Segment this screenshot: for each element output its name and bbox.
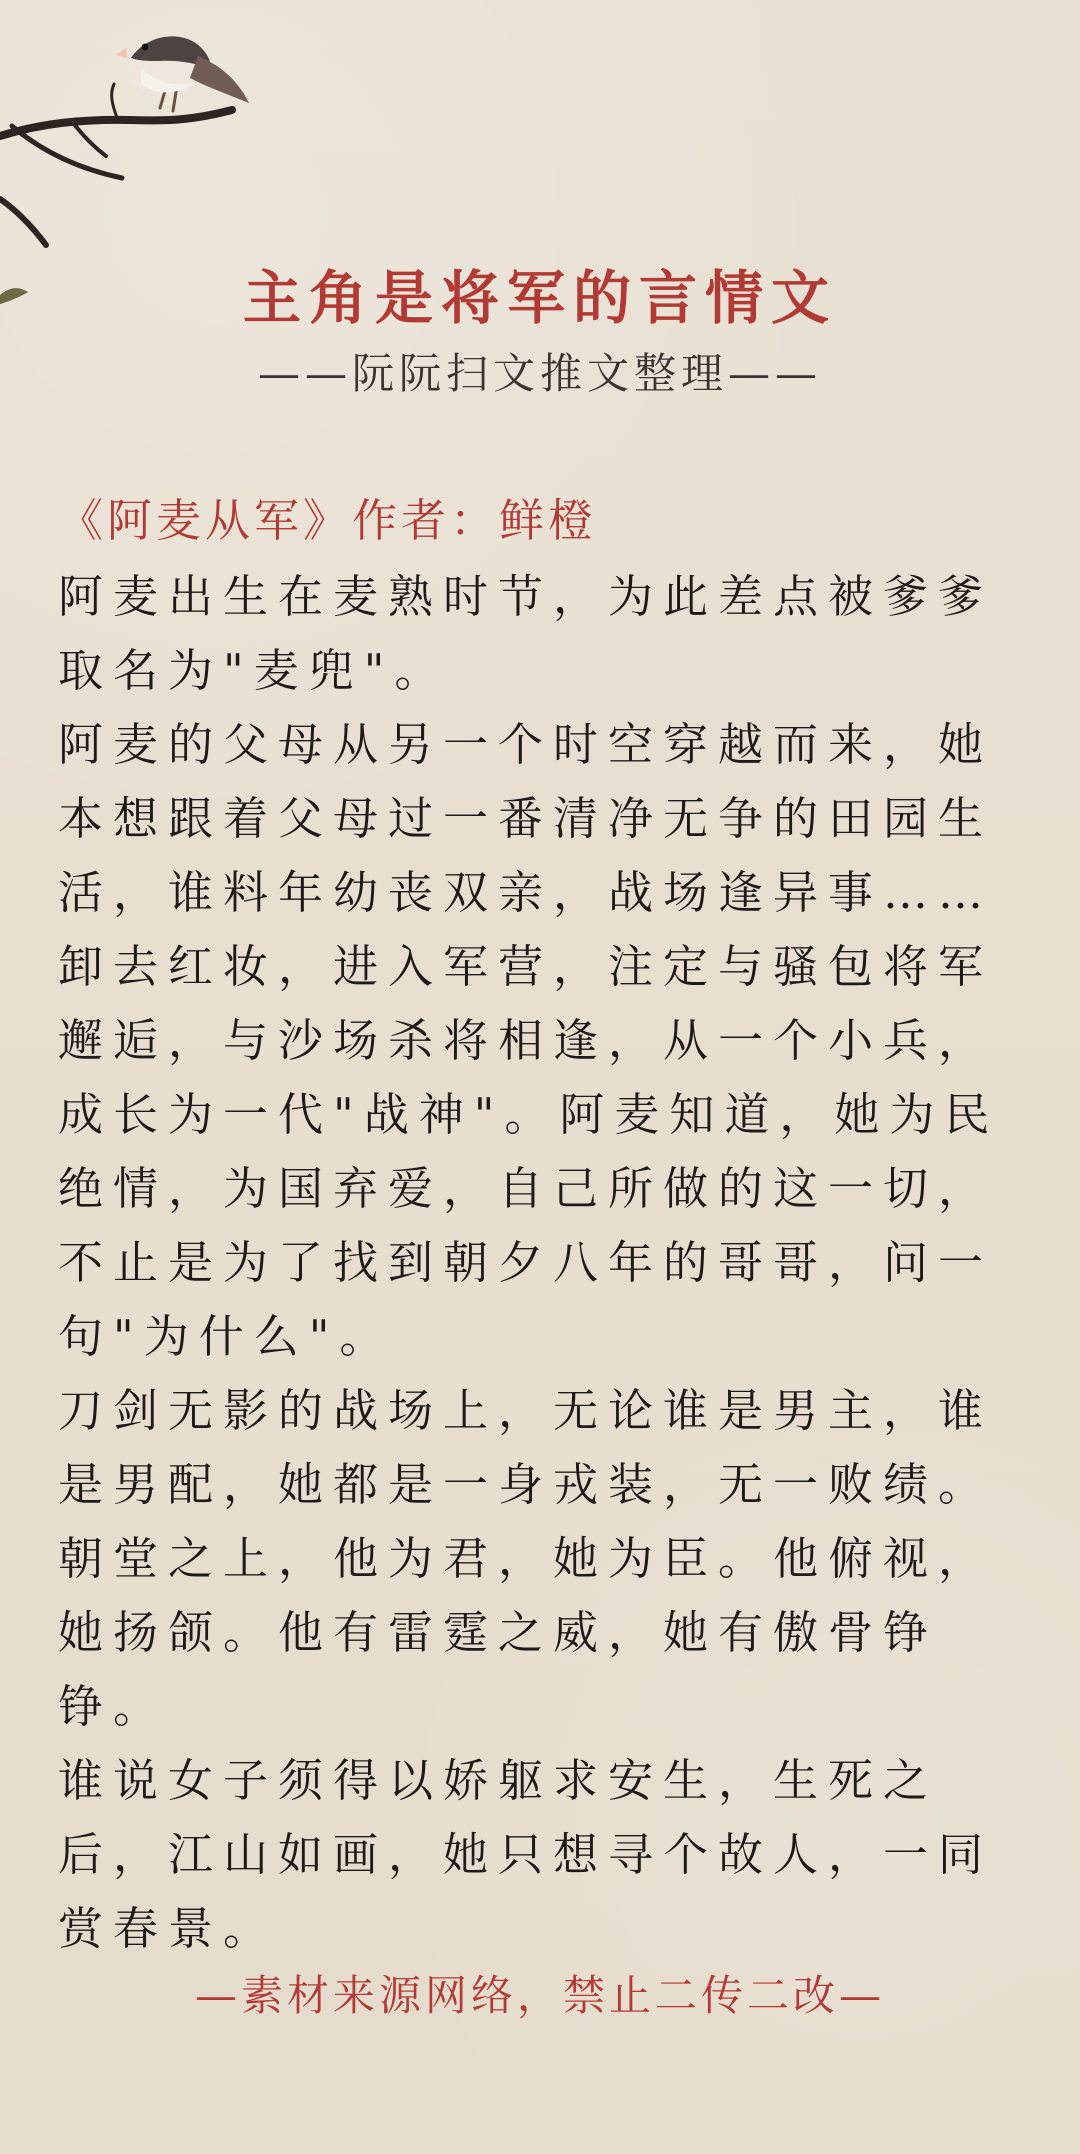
body-line: 阿麦出生在麦熟时节，为此差点被爹爹: [58, 570, 994, 623]
body-line: 不止是为了找到朝夕八年的哥哥，问一: [58, 1236, 994, 1289]
body-line: 谁说女子须得以娇躯求安生，生死之: [58, 1754, 939, 1807]
footer-note: —素材来源网络，禁止二传二改—: [194, 1971, 885, 2020]
body-line: 取名为"麦兜"。: [58, 644, 450, 697]
article-body: [58, 560, 1018, 1966]
body-line: 邂逅，与沙场杀将相逢，从一个小兵，: [58, 1014, 994, 1067]
book-heading: 《阿麦从军》作者：鲜橙: [58, 494, 598, 547]
body-line: 刀剑无影的战场上，无论谁是男主，谁: [58, 1384, 994, 1437]
page-title: 主角是将军的言情文: [242, 264, 837, 332]
body-line: 是男配，她都是一身戎装，无一败绩。: [58, 1458, 994, 1511]
body-line: 铮。: [58, 1680, 169, 1733]
body-line: 阿麦的父母从另一个时空穿越而来，她: [58, 718, 994, 771]
body-line: 成长为一代"战神"。阿麦知道，她为民: [58, 1088, 1000, 1141]
body-line: 后，江山如画，她只想寻个故人，一同: [58, 1828, 994, 1881]
body-line: 句"为什么"。: [58, 1310, 395, 1363]
body-line: 本想跟着父母过一番清净无争的田园生: [58, 792, 994, 845]
body-line: 活，谁料年幼丧双亲，战场逢异事……: [58, 866, 994, 919]
page-subtitle: ——阮阮扫文推文整理——: [257, 349, 822, 398]
body-line: 卸去红妆，进入军营，注定与骚包将军: [58, 940, 994, 993]
body-line: 朝堂之上，他为君，她为臣。他俯视，: [58, 1532, 994, 1585]
body-line: 赏春景。: [58, 1902, 279, 1955]
body-line: 她扬颌。他有雷霆之威，她有傲骨铮: [58, 1606, 939, 1659]
body-line: 绝情，为国弃爱，自己所做的这一切，: [58, 1162, 994, 1215]
